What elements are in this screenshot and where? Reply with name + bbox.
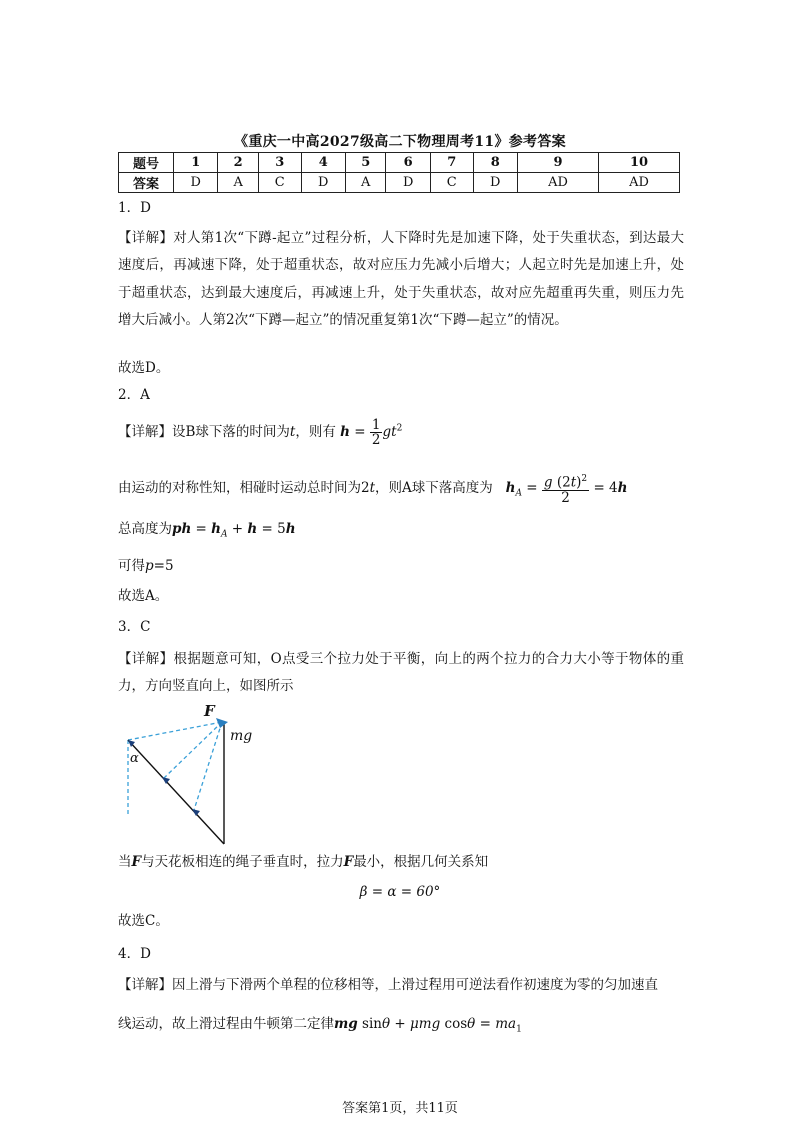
q3-text-2: 与天花板相连的绳子垂直时，拉力 bbox=[141, 854, 344, 870]
table-cell: 9 bbox=[518, 153, 599, 173]
q3-after-figure: 当F与天花板相连的绳子垂直时，拉力F最小，根据几何关系知 bbox=[118, 854, 489, 870]
table-cell: C bbox=[258, 173, 301, 193]
q1-heading: 1．D bbox=[118, 200, 151, 216]
answer-table bbox=[118, 152, 680, 193]
q3-detail: 【详解】根据题意可知，O点受三个拉力处于平衡，向上的两个拉力的合力大小等于物体的重力，方向竖直向上，如图所示 bbox=[118, 651, 684, 695]
q2-detail-prefix: 【详解】设B球下落的时间为 bbox=[118, 424, 290, 440]
q2-line2: 由运动的对称性知，相碰时运动总时间为2t，则A球下落高度为 $h_A$ = $\frac{g (2t)^2}{2}$ = 4h bbox=[118, 474, 628, 506]
dashed-low-line bbox=[194, 722, 222, 810]
table-cell: A bbox=[346, 173, 386, 193]
q2-line4-text: 可得 bbox=[118, 558, 145, 574]
fig-label-alpha: α bbox=[130, 751, 139, 766]
table-cell: 10 bbox=[598, 153, 679, 173]
table-cell: AD bbox=[518, 173, 599, 193]
arrowhead bbox=[162, 777, 170, 784]
fig-label-mg: mg bbox=[230, 728, 253, 744]
table-cell: 6 bbox=[386, 153, 430, 173]
table-cell: 2 bbox=[218, 153, 258, 173]
q3-heading: 3．C bbox=[118, 619, 151, 635]
table-cell: 7 bbox=[430, 153, 473, 173]
table-cell: A bbox=[218, 173, 258, 193]
table-cell: D bbox=[473, 173, 517, 193]
row-label: 答案 bbox=[119, 173, 174, 193]
fig-label-f: F bbox=[204, 702, 215, 720]
equation: h bbox=[340, 424, 350, 440]
q2-detail-mid: ，则有 bbox=[295, 424, 336, 440]
q2-heading: 2．A bbox=[118, 387, 150, 403]
q1-detail: 【详解】对人第1次“下蹲-起立”过程分析，人下降时先是加速下降，处于失重状态，到达最大速度后，再减速下降，处于超重状态，故对应压力先减小后增大；人起立时先是加速上升，处于超重状态，达到最大速度后，再减速上升，处于失重状态，故对应先超重再失重，则压力先增大后减小。人第2次“下蹲—起立”的情况重复第1次“下蹲—起立”的情况。 bbox=[118, 230, 684, 328]
q2-line4: 可得p=5 bbox=[118, 558, 174, 574]
table-cell: D bbox=[386, 173, 430, 193]
page-title: 《重庆一中高2027级高二下物理周考11》参考答案 bbox=[234, 134, 566, 150]
force-diagram bbox=[118, 700, 278, 850]
q3-conclusion: 故选C。 bbox=[118, 913, 169, 929]
q3-text-1: 当 bbox=[118, 854, 132, 870]
table-cell: 3 bbox=[258, 153, 301, 173]
table-cell: D bbox=[174, 173, 218, 193]
rope-line bbox=[128, 740, 224, 844]
q2-line2-mid: ，则A球下落高度为 bbox=[375, 479, 493, 496]
row-label: 题号 bbox=[119, 153, 174, 173]
q4-heading: 4．D bbox=[118, 946, 151, 962]
table-cell: C bbox=[430, 173, 473, 193]
q2-line3-text: 总高度为 bbox=[118, 521, 172, 537]
page-footer: 答案第1页，共11页 bbox=[342, 1101, 458, 1116]
q1-conclusion: 故选D。 bbox=[118, 360, 170, 376]
arrowhead bbox=[192, 809, 200, 816]
q2-detail-line: 【详解】设B球下落的时间为t，则有 h = $\frac{1}{2}$ $gt^2$ bbox=[118, 417, 403, 448]
q4-line2: 线运动，故上滑过程由牛顿第二定律mg sinθ + μmg $\cos\theta = ma_1$ bbox=[118, 1016, 522, 1035]
q2-conclusion: 故选A。 bbox=[118, 588, 169, 604]
q4-detail: 【详解】因上滑与下滑两个单程的位移相等，上滑过程用可逆法看作初速度为零的匀加速直 bbox=[118, 977, 658, 993]
table-cell: 4 bbox=[301, 153, 345, 173]
table-cell: 1 bbox=[174, 153, 218, 173]
table-cell: 5 bbox=[346, 153, 386, 173]
dashed-top-line bbox=[128, 722, 222, 740]
table-row bbox=[119, 153, 680, 173]
q2-line4-value: =5 bbox=[153, 558, 174, 574]
q3-text-3: 最小，根据几何关系知 bbox=[353, 854, 489, 870]
table-cell: 8 bbox=[473, 153, 517, 173]
q3-equation: β = α = 60° bbox=[359, 884, 441, 900]
table-cell: AD bbox=[598, 173, 679, 193]
q4-line2-text: 线运动，故上滑过程由牛顿第二定律 bbox=[118, 1016, 334, 1032]
table-cell: D bbox=[301, 173, 345, 193]
q2-line2-text: 由运动的对称性知，相碰时运动总时间为2 bbox=[118, 479, 370, 496]
q2-line3: 总高度为ph = $h_A + h = 5h$ bbox=[118, 521, 296, 540]
table-row bbox=[119, 173, 680, 193]
